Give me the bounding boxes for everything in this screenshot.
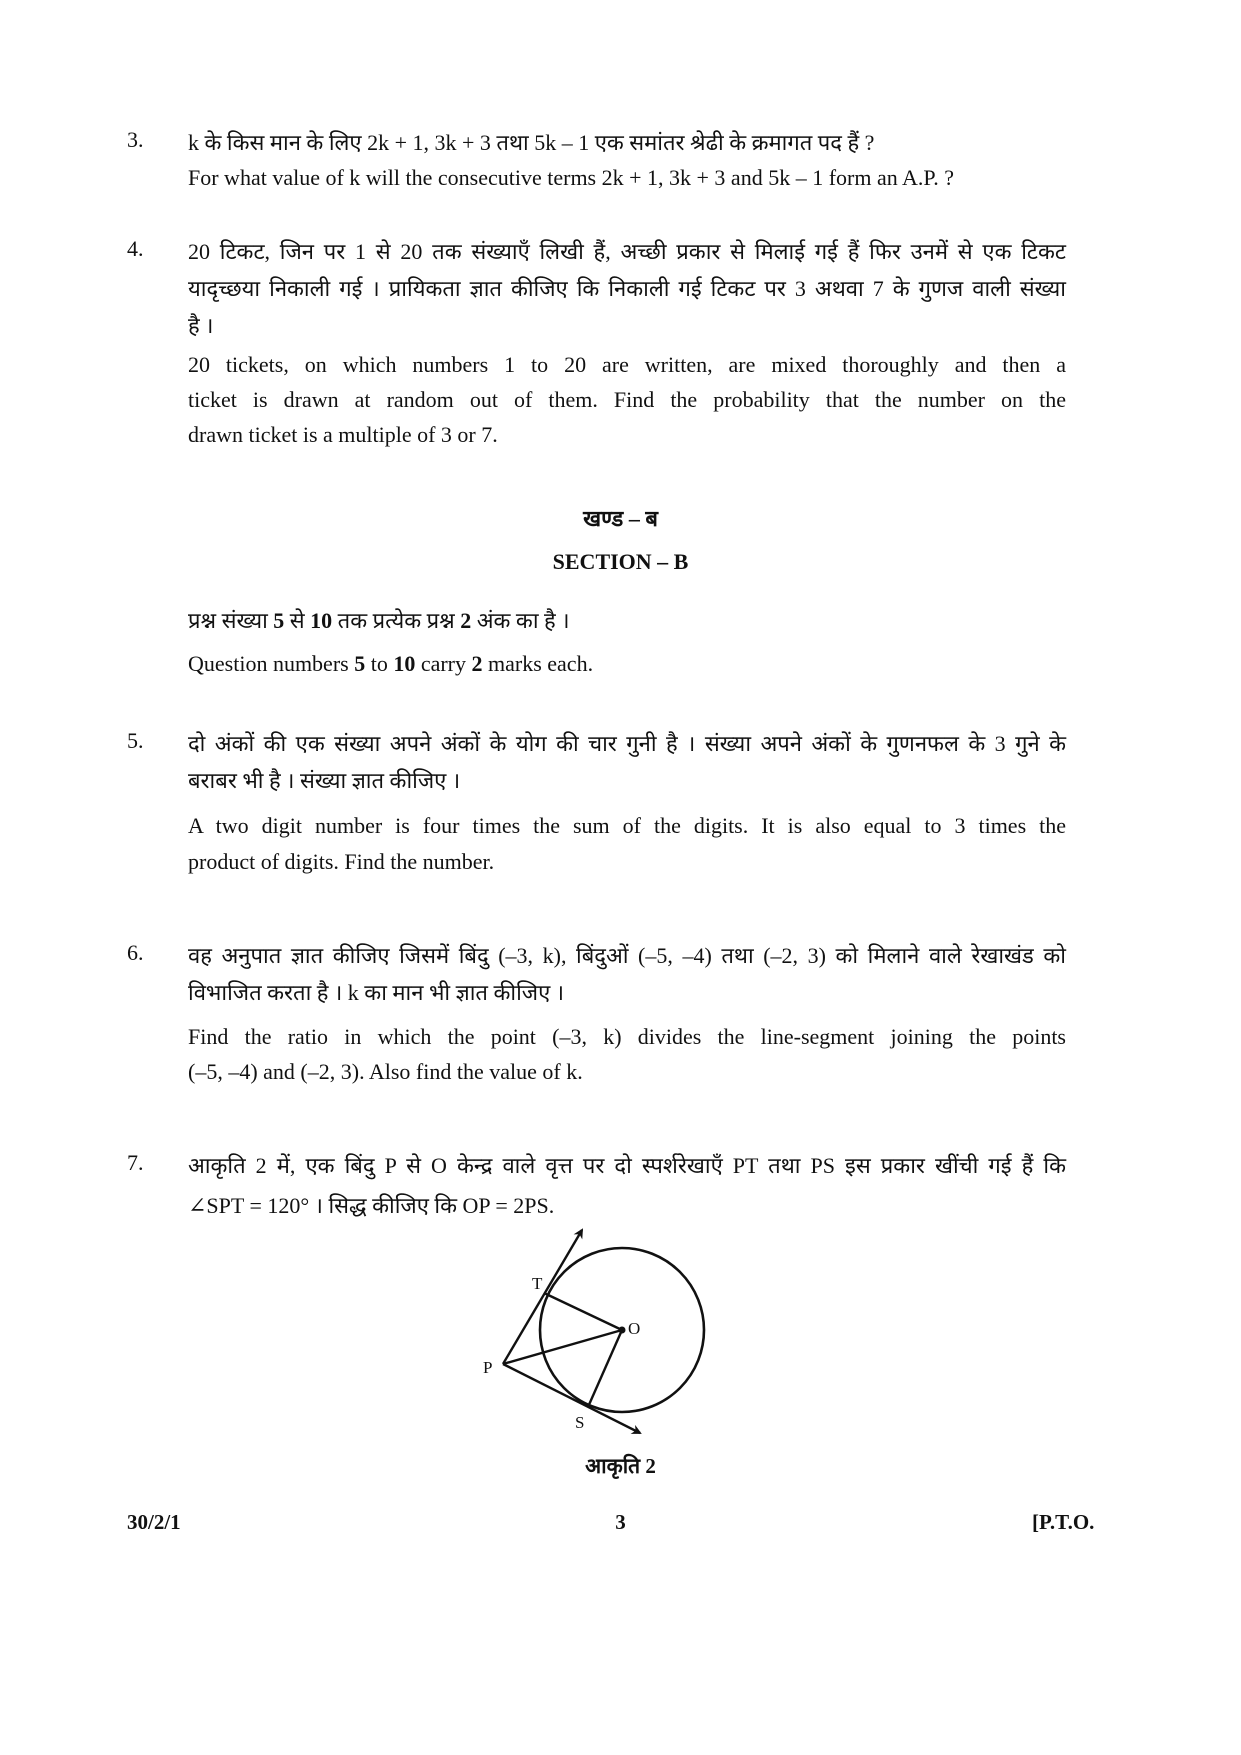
question-text-english-line: A two digit number is four times the sum of the digits. It is also equal to 3 times the xyxy=(188,813,1066,838)
question-number: 3. xyxy=(127,127,144,152)
label-O: O xyxy=(628,1319,641,1338)
question-text-hindi: k के किस मान के लिए 2k + 1, 3k + 3 तथा 5k – 1 एक समांतर श्रेढी के क्रमागत पद हैं ? xyxy=(188,130,875,155)
question-number: 4. xyxy=(127,236,144,261)
question-number: 7. xyxy=(127,1150,144,1175)
question-text-hindi-line: ∠SPT = 120° । सिद्ध कीजिए कि OP = 2PS. xyxy=(188,1193,555,1218)
section-title-english: SECTION – B xyxy=(552,549,689,574)
question-text-hindi-line: दो अंकों की एक संख्या अपने अंकों के योग की चार गुनी है । संख्या अपने अंकों के गुणनफल के 3 गुने के xyxy=(188,731,1066,756)
center-point-O xyxy=(619,1327,626,1334)
question-text-hindi-line: बराबर भी है । संख्या ज्ञात कीजिए । xyxy=(188,768,461,793)
question-text-english-line: Find the ratio in which the point (–3, k) divides the line-segment joining the points xyxy=(188,1024,1066,1049)
question-text-english-line: 20 tickets, on which numbers 1 to 20 are written, are mixed thoroughly and then a xyxy=(188,352,1066,377)
section-title-hindi: खण्ड – ब xyxy=(583,506,658,531)
question-number: 6. xyxy=(127,940,144,965)
section-note-hindi: प्रश्न संख्या 5 से 10 तक प्रत्येक प्रश्न 2 अंक का है । xyxy=(188,608,570,633)
radius-OS xyxy=(588,1330,622,1407)
question-text-hindi-line: यादृच्छया निकाली गई । प्रायिकता ज्ञात कीजिए कि निकाली गई टिकट पर 3 अथवा 7 के गुणज वाली संख्या xyxy=(188,276,1066,301)
question-text-english-line: (–5, –4) and (–2, 3). Also find the value of k. xyxy=(188,1059,583,1084)
question-text-hindi-line: वह अनुपात ज्ञात कीजिए जिसमें बिंदु (–3, k), बिंदुओं (–5, –4) तथा (–2, 3) को मिलाने वाले रेखाखंड को xyxy=(188,943,1066,968)
question-text-hindi-line: आकृति 2 में, एक बिंदु P से O केन्द्र वाले वृत्त पर दो स्पर्शरेखाएँ PT तथा PS इस प्रकार खींची गई हैं कि xyxy=(188,1153,1066,1178)
question-text-hindi-line: विभाजित करता है । k का मान भी ज्ञात कीजिए । xyxy=(188,980,565,1005)
question-text-english-line: drawn ticket is a multiple of 3 or 7. xyxy=(188,422,498,447)
label-T: T xyxy=(532,1274,543,1293)
radius-OT xyxy=(544,1293,622,1330)
question-text-english-line: ticket is drawn at random out of them. Find the probability that the number on the xyxy=(188,387,1066,412)
paper-code: 30/2/1 xyxy=(127,1510,181,1534)
question-text-english-line: product of digits. Find the number. xyxy=(188,849,495,874)
page-number: 3 xyxy=(615,1510,626,1534)
section-note-english: Question numbers 5 to 10 carry 2 marks each. xyxy=(188,651,594,676)
tangent-circle-figure xyxy=(460,1225,720,1465)
figure-caption: आकृति 2 xyxy=(585,1454,656,1478)
please-turn-over: [P.T.O. xyxy=(1032,1510,1095,1534)
label-P: P xyxy=(483,1358,493,1377)
tangent-PS xyxy=(503,1364,640,1433)
question-text-english: For what value of k will the consecutive terms 2k + 1, 3k + 3 and 5k – 1 form an A.P. ? xyxy=(188,165,954,190)
question-text-hindi-line: है । xyxy=(188,313,214,338)
question-text-hindi-line: 20 टिकट, जिन पर 1 से 20 तक संख्याएँ लिखी हैं, अच्छी प्रकार से मिलाई गई हैं फिर उनमें से एक टिकट xyxy=(188,239,1066,264)
question-number: 5. xyxy=(127,728,144,753)
label-S: S xyxy=(575,1413,585,1432)
